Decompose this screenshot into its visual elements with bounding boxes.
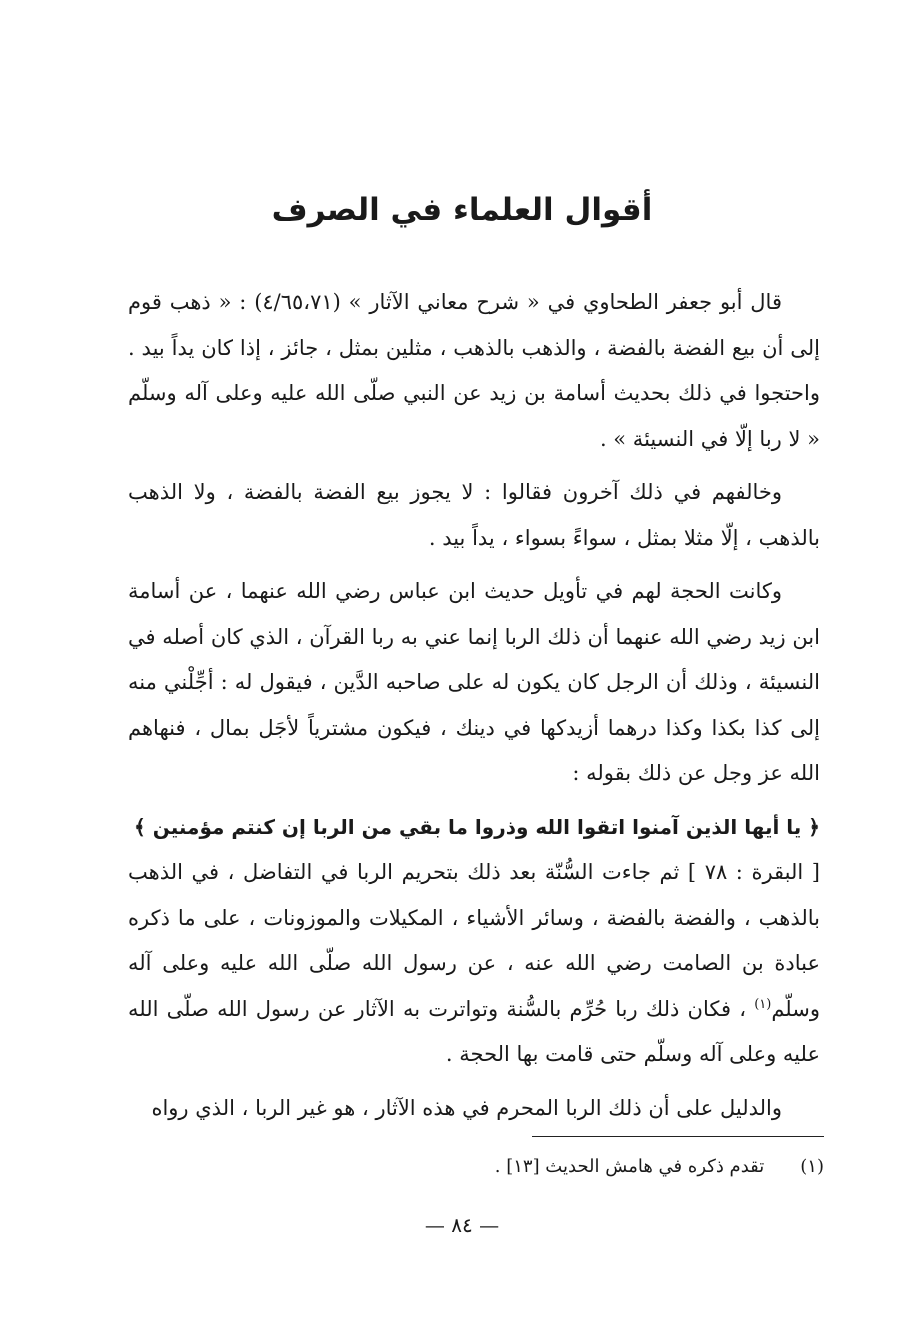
paragraph-opponents: وخالفهم في ذلك آخرون فقالوا : لا يجوز بيع الفضة بالفضة ، ولا الذهب بالذهب ، إلّا مثلا بمثل ، سواءً بسواء ، يداً بيد . — [128, 480, 820, 550]
paragraph-argument: وكانت الحجة لهم في تأويل حديث ابن عباس رضي الله عنهما ، عن أسامة ابن زيد رضي الله عنهما أن ذلك الربا إنما عني به ربا القرآن ، الذي كان أصله في النسيئة ، وذلك أن الرجل كان يكون له على صاحبه الدَّين ، فيقول له : أجِّلْني منه إلى كذا بكذا وكذا درهما أزيدكها في دينك ، فيكون مشترياً لأجَل بمال ، فنهاهم الله عز وجل عن ذلك بقوله : — [128, 579, 820, 785]
paragraph-evidence: والدليل على أن ذلك الربا المحرم في هذه الآثار ، هو غير الربا ، الذي رواه — [151, 1095, 782, 1120]
quran-verse: ﴿ يا أيها الذين آمنوا اتقوا الله وذروا ما بقي من الربا إن كنتم مؤمنين ﴾ — [134, 814, 820, 839]
footnote-text: تقدم ذكره في هامش الحديث [١٣] . — [494, 1156, 765, 1177]
footnote-reference: (١) — [754, 996, 772, 1012]
footnote-number: (١) — [800, 1156, 824, 1177]
page-number: — ٨٤ — — [424, 1213, 500, 1237]
footnote — [300, 1152, 824, 1182]
paragraph-sunnah-text-1: [ البقرة : ٧٨ ] ثم جاءت السُّنّة بعد ذلك بتحريم الربا في التفاضل ، في الذهب بالذهب ، والفضة بالفضة ، وسائر الأشياء ، المكيلات والموزونات ، على ما ذكره عبادة بن الصامت رضي الله عنه ، عن رسول الله صلّى الله عليه وعلى آله وسلّم — [128, 860, 820, 1021]
paragraph-tahawi-quote: قال أبو جعفر الطحاوي في « شرح معاني الآثار » (٤/٦٥،٧١) : « ذهب قوم إلى أن بيع الفضة بالفضة ، والذهب بالذهب ، مثلين بمثل ، جائز ، إذا كان يداً بيد . واحتجوا في ذلك بحديث أسامة بن زيد عن النبي صلّى الله عليه وعلى آله وسلّم « لا ربا إلّا في النسيئة » . — [128, 290, 820, 451]
page-title: أقوال العلماء في الصرف — [271, 192, 653, 228]
paragraph-sunnah — [128, 850, 820, 1078]
footnote-divider — [532, 1136, 824, 1137]
paragraph-sunnah-text-2: ، فكان ذلك ربا حُرِّم بالسُّنة وتواترت به الآثار عن رسول الله صلّى الله عليه وعلى آله وسلّم حتى قامت بها الحجة . — [128, 996, 820, 1066]
main-text — [128, 280, 820, 1139]
